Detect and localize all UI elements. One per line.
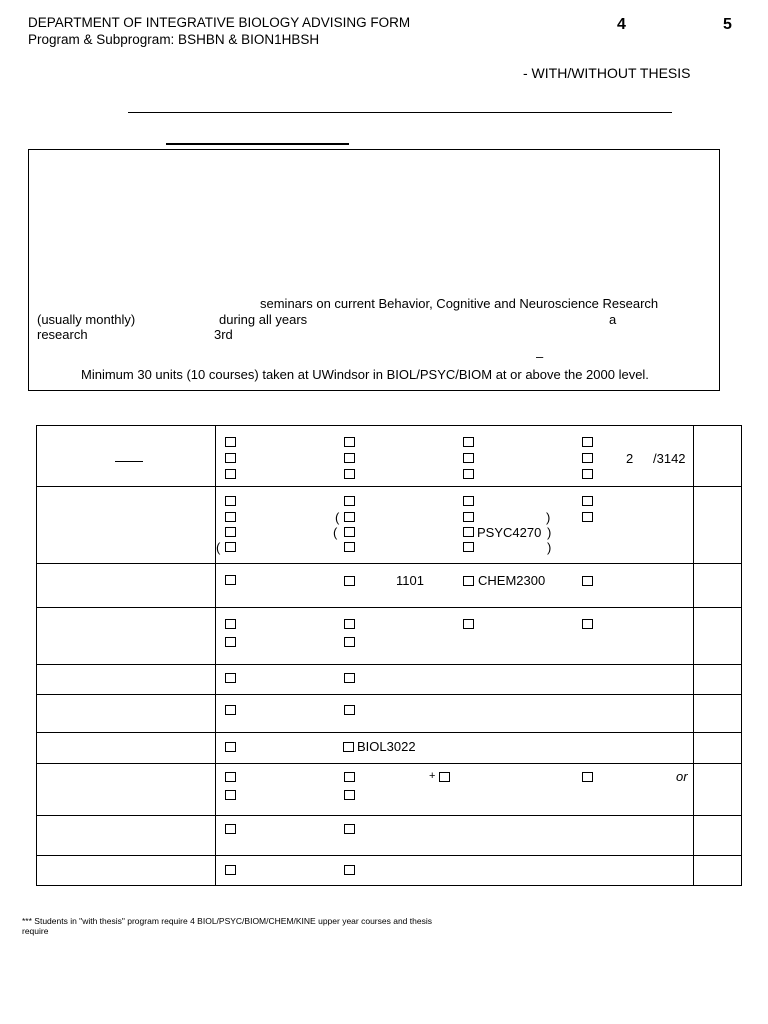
- checkbox[interactable]: [344, 496, 355, 506]
- table-row-line: [36, 664, 742, 665]
- plus-sign: +: [429, 770, 436, 782]
- footnote-line-2: require: [22, 926, 49, 936]
- biol3022-label: BIOL3022: [357, 739, 416, 754]
- dash-text: –: [536, 349, 544, 364]
- checkbox[interactable]: [582, 576, 593, 586]
- program-info-box: [28, 149, 720, 391]
- form-title: DEPARTMENT OF INTEGRATIVE BIOLOGY ADVISING FORM: [28, 15, 411, 30]
- checkbox[interactable]: [344, 673, 355, 683]
- checkbox[interactable]: [225, 865, 236, 875]
- page-number-5: 5: [723, 16, 732, 33]
- open-paren: (: [216, 540, 221, 555]
- checkbox[interactable]: [225, 790, 236, 800]
- table-col-divider-1: [215, 425, 216, 886]
- checkbox[interactable]: [463, 469, 474, 479]
- seminar-text: seminars on current Behavior, Cognitive and Neuroscience Research: [260, 296, 659, 311]
- checkbox[interactable]: [225, 542, 236, 552]
- checkbox[interactable]: [463, 576, 474, 586]
- during-years-text: during all years: [219, 312, 308, 327]
- table-row-line: [36, 563, 742, 564]
- course-table: [36, 425, 742, 886]
- psyc4270-label: PSYC4270: [477, 525, 542, 540]
- checkbox[interactable]: [225, 469, 236, 479]
- open-paren: (: [335, 510, 340, 525]
- checkbox[interactable]: [344, 619, 355, 629]
- checkbox[interactable]: [582, 772, 593, 782]
- row1-course-code: /3142: [653, 451, 686, 466]
- table-col-divider-2: [693, 425, 694, 886]
- checkbox[interactable]: [439, 772, 450, 782]
- checkbox[interactable]: [225, 637, 236, 647]
- checkbox[interactable]: [344, 512, 355, 522]
- checkbox[interactable]: [582, 437, 593, 447]
- checkbox[interactable]: [225, 453, 236, 463]
- close-paren: ): [546, 510, 551, 525]
- chem2300-label: CHEM2300: [478, 573, 546, 588]
- checkbox[interactable]: [225, 527, 236, 537]
- checkbox[interactable]: [344, 469, 355, 479]
- row1-blank-line: [115, 461, 143, 462]
- name-underline: [128, 112, 672, 113]
- checkbox[interactable]: [225, 575, 236, 585]
- short-underline: [166, 143, 349, 145]
- row1-number: 2: [626, 451, 634, 466]
- table-row-line: [36, 486, 742, 487]
- checkbox[interactable]: [344, 790, 355, 800]
- checkbox[interactable]: [463, 496, 474, 506]
- checkbox[interactable]: [582, 619, 593, 629]
- table-row-line: [36, 607, 742, 608]
- open-paren: (: [333, 525, 338, 540]
- checkbox[interactable]: [225, 512, 236, 522]
- checkbox[interactable]: [582, 496, 593, 506]
- checkbox[interactable]: [225, 772, 236, 782]
- checkbox[interactable]: [225, 824, 236, 834]
- checkbox[interactable]: [225, 496, 236, 506]
- checkbox[interactable]: [463, 527, 474, 537]
- minimum-units-text: Minimum 30 units (10 courses) taken at UWindsor in BIOL/PSYC/BIOM at or above the 2000 level.: [81, 367, 649, 382]
- checkbox[interactable]: [225, 673, 236, 683]
- page-number-4: 4: [617, 16, 626, 33]
- checkbox[interactable]: [344, 527, 355, 537]
- research-text: research: [37, 327, 88, 342]
- checkbox[interactable]: [463, 619, 474, 629]
- checkbox[interactable]: [344, 772, 355, 782]
- third-year-text: 3rd: [214, 327, 233, 342]
- checkbox[interactable]: [344, 824, 355, 834]
- course-1101: 1101: [396, 573, 424, 588]
- checkbox[interactable]: [344, 542, 355, 552]
- checkbox[interactable]: [225, 742, 236, 752]
- checkbox[interactable]: [463, 453, 474, 463]
- checkbox[interactable]: [225, 705, 236, 715]
- close-paren: ): [547, 525, 552, 540]
- checkbox[interactable]: [344, 865, 355, 875]
- checkbox[interactable]: [582, 453, 593, 463]
- checkbox[interactable]: [344, 705, 355, 715]
- table-row-line: [36, 694, 742, 695]
- table-row-line: [36, 815, 742, 816]
- checkbox[interactable]: [225, 437, 236, 447]
- footnote-line-1: *** Students in "with thesis" program require 4 BIOL/PSYC/BIOM/CHEM/KINE upper year courses and thesis: [22, 916, 432, 926]
- table-row-line: [36, 732, 742, 733]
- or-text: or: [676, 769, 688, 784]
- monthly-text: (usually monthly): [37, 312, 136, 327]
- checkbox[interactable]: [344, 437, 355, 447]
- a-text: a: [609, 312, 617, 327]
- table-row-line: [36, 763, 742, 764]
- checkbox[interactable]: [344, 576, 355, 586]
- checkbox[interactable]: [343, 742, 354, 752]
- checkbox[interactable]: [463, 542, 474, 552]
- checkbox[interactable]: [582, 469, 593, 479]
- checkbox[interactable]: [344, 453, 355, 463]
- close-paren: ): [547, 540, 552, 555]
- checkbox[interactable]: [582, 512, 593, 522]
- checkbox[interactable]: [463, 512, 474, 522]
- table-row-line: [36, 855, 742, 856]
- checkbox[interactable]: [225, 619, 236, 629]
- checkbox[interactable]: [344, 637, 355, 647]
- checkbox[interactable]: [463, 437, 474, 447]
- thesis-option: - WITH/WITHOUT THESIS: [523, 65, 691, 81]
- program-subprogram: Program & Subprogram: BSHBN & BION1HBSH: [28, 32, 320, 47]
